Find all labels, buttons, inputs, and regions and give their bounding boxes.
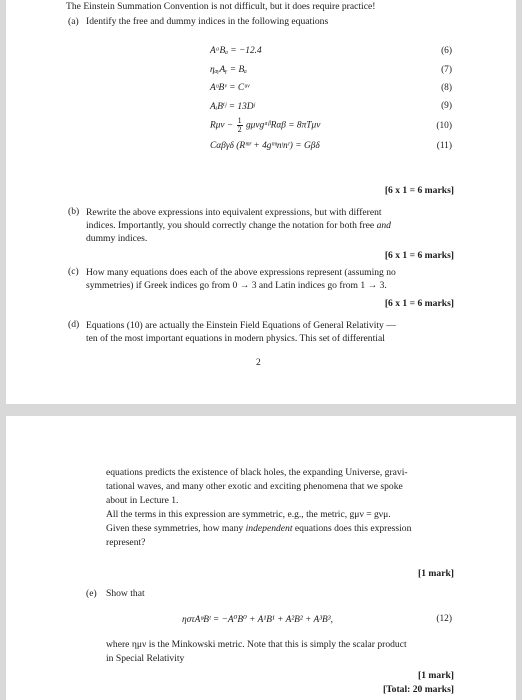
part-d-marks: [1 mark]	[418, 568, 454, 579]
part-d-cont-line-1: equations predicts the existence of black holes, the expanding Universe, gravi-	[106, 467, 408, 478]
part-d-line-2: ten of the most important equations in modern physics. This set of differential	[86, 333, 385, 344]
equation-7-number: (7)	[441, 65, 452, 75]
part-b-marks: [6 x 1 = 6 marks]	[384, 250, 454, 261]
part-d-cont-line-2: tational waves, and many other exotic and exciting phenomena that we spoke	[106, 481, 403, 492]
equation-7: ηₐᵧAᵧ = Bₐ	[210, 65, 247, 75]
equation-10-fraction	[237, 117, 243, 134]
part-e-line-2: in Special Relativity	[106, 653, 185, 664]
part-c-body	[86, 266, 462, 292]
page-number: 2	[256, 357, 261, 368]
part-e-label: (e)	[86, 588, 97, 599]
equation-8: AᵘBᵛ = Cᵘᵛ	[210, 83, 250, 93]
part-b-line-1: Rewrite the above expressions into equivalent expressions, but with different	[86, 207, 382, 218]
part-d-cont-line-3: about in Lecture 1.	[106, 495, 179, 506]
equation-10-left: Rμν −	[210, 120, 234, 131]
total-marks: [Total: 20 marks]	[382, 684, 454, 695]
part-d-line-1: Equations (10) are actually the Einstein Field Equations of General Relativity —	[86, 320, 396, 331]
fraction-denominator: 2	[237, 125, 242, 134]
part-d-continued	[106, 466, 466, 550]
part-b-line-3: dummy indices.	[86, 233, 148, 244]
part-a-label: (a)	[68, 16, 79, 27]
part-c-line-2: symmetries) if Greek indices go from 0 → 3 and Latin indices go from 1 → 3.	[86, 280, 387, 291]
equation-6: AᵃBₐ = −12.4	[210, 46, 262, 56]
equation-10-number: (10)	[436, 121, 452, 131]
part-b-body	[86, 206, 462, 245]
part-c-line-1: How many equations does each of the above expressions represent (assuming no	[86, 267, 396, 278]
part-d-body	[86, 319, 462, 345]
equation-9-number: (9)	[441, 101, 452, 111]
equation-11-number: (11)	[436, 141, 452, 151]
document-page-2	[6, 416, 516, 700]
part-a-marks: [6 x 1 = 6 marks]	[384, 185, 454, 196]
part-d-label: (d)	[68, 319, 80, 330]
equation-12: ηστAᵠBᵗ = −A⁰B⁰ + A¹B¹ + A²B² + A³B³,	[182, 615, 333, 625]
part-e-marks: [1 mark]	[418, 670, 454, 681]
document-page-1	[6, 0, 516, 404]
part-b-label: (b)	[68, 206, 80, 217]
equation-10	[210, 117, 320, 134]
fraction-numerator: 1	[237, 116, 242, 125]
part-e-text: Show that	[106, 588, 145, 599]
equation-10-right: gμνgᵅᵝRαβ = 8πTμν	[245, 120, 321, 131]
part-e-body	[106, 638, 466, 666]
part-d-cont-line-6: represent?	[106, 537, 146, 548]
part-c-label: (c)	[68, 266, 79, 277]
equation-6-number: (6)	[441, 46, 452, 56]
part-e-line-1: where ημν is the Minkowski metric. Note that this is simply the scalar product	[106, 639, 407, 650]
equation-11: Cαβγδ (Rᵐʳ + 4gᵐᵎnᵎnʳ) = Gβδ	[210, 141, 320, 151]
part-d-cont-line-5: Given these symmetries, how many independent equations does this expression	[106, 523, 412, 534]
equation-8-number: (8)	[441, 83, 452, 93]
part-a-text: Identify the free and dummy indices in the following equations	[86, 16, 329, 27]
intro-text: The Einstein Summation Convention is not difficult, but it does require practice!	[66, 1, 376, 12]
part-c-marks: [6 x 1 = 6 marks]	[384, 298, 454, 309]
equation-9: AᵢBⁱʲ = 13Dʲ	[210, 102, 256, 112]
part-b-line-2: indices. Importantly, you should correctly change the notation for both free and	[86, 220, 391, 231]
equation-12-number: (12)	[436, 614, 452, 624]
part-d-cont-line-4: All the terms in this expression are symmetric, e.g., the metric, gμν = gνμ.	[106, 509, 391, 520]
